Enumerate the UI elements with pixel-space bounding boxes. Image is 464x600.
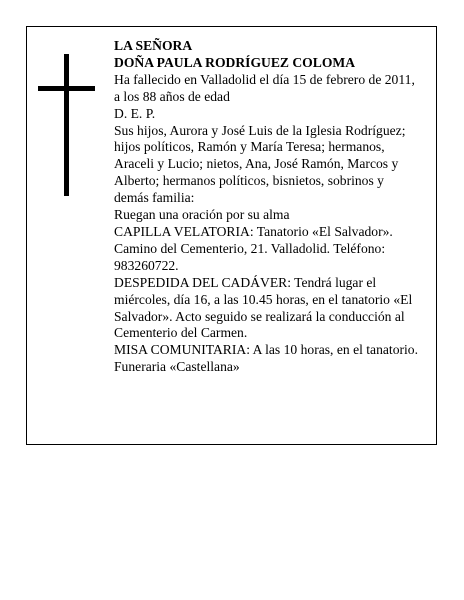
rest-in-peace: D. E. P.	[114, 105, 156, 121]
deceased-name: DOÑA PAULA RODRÍGUEZ COLOMA	[114, 54, 356, 70]
notice-title: LA SEÑORA	[114, 38, 193, 53]
cross-vertical-bar	[64, 54, 69, 196]
notice-text	[114, 38, 422, 376]
death-announcement: Ha fallecido en Valladolid el día 15 de febrero de 2011, a los 88 años de edad	[114, 71, 415, 104]
funeral-info: DESPEDIDA DEL CADÁVER: Tendrá lugar el miércoles, día 16, a las 10.45 horas, en el tanatorio «El Salvador». Acto seguido se realizará la conducción al Cementerio del Carmen.	[114, 274, 413, 341]
prayer-request: Ruegan una oración por su alma	[114, 207, 290, 223]
funeral-home: Funeraria «Castellana»	[114, 359, 240, 375]
family-list: Sus hijos, Aurora y José Luis de la Iglesia Rodríguez; hijos políticos, Ramón y María Teresa; hermanos, Araceli y Lucio; nietos, Ana, José Ramón, Marcos y Alberto; hermanos políticos, bisnietos, sobrinos y demás familia:	[114, 122, 406, 206]
chapel-info: CAPILLA VELATORIA: Tanatorio «El Salvador». Camino del Cementerio, 21. Valladolid. Teléfono: 983260722.	[114, 223, 393, 273]
cross-horizontal-bar	[38, 86, 95, 91]
mass-info: MISA COMUNITARIA: A las 10 horas, en el tanatorio.	[114, 342, 418, 358]
